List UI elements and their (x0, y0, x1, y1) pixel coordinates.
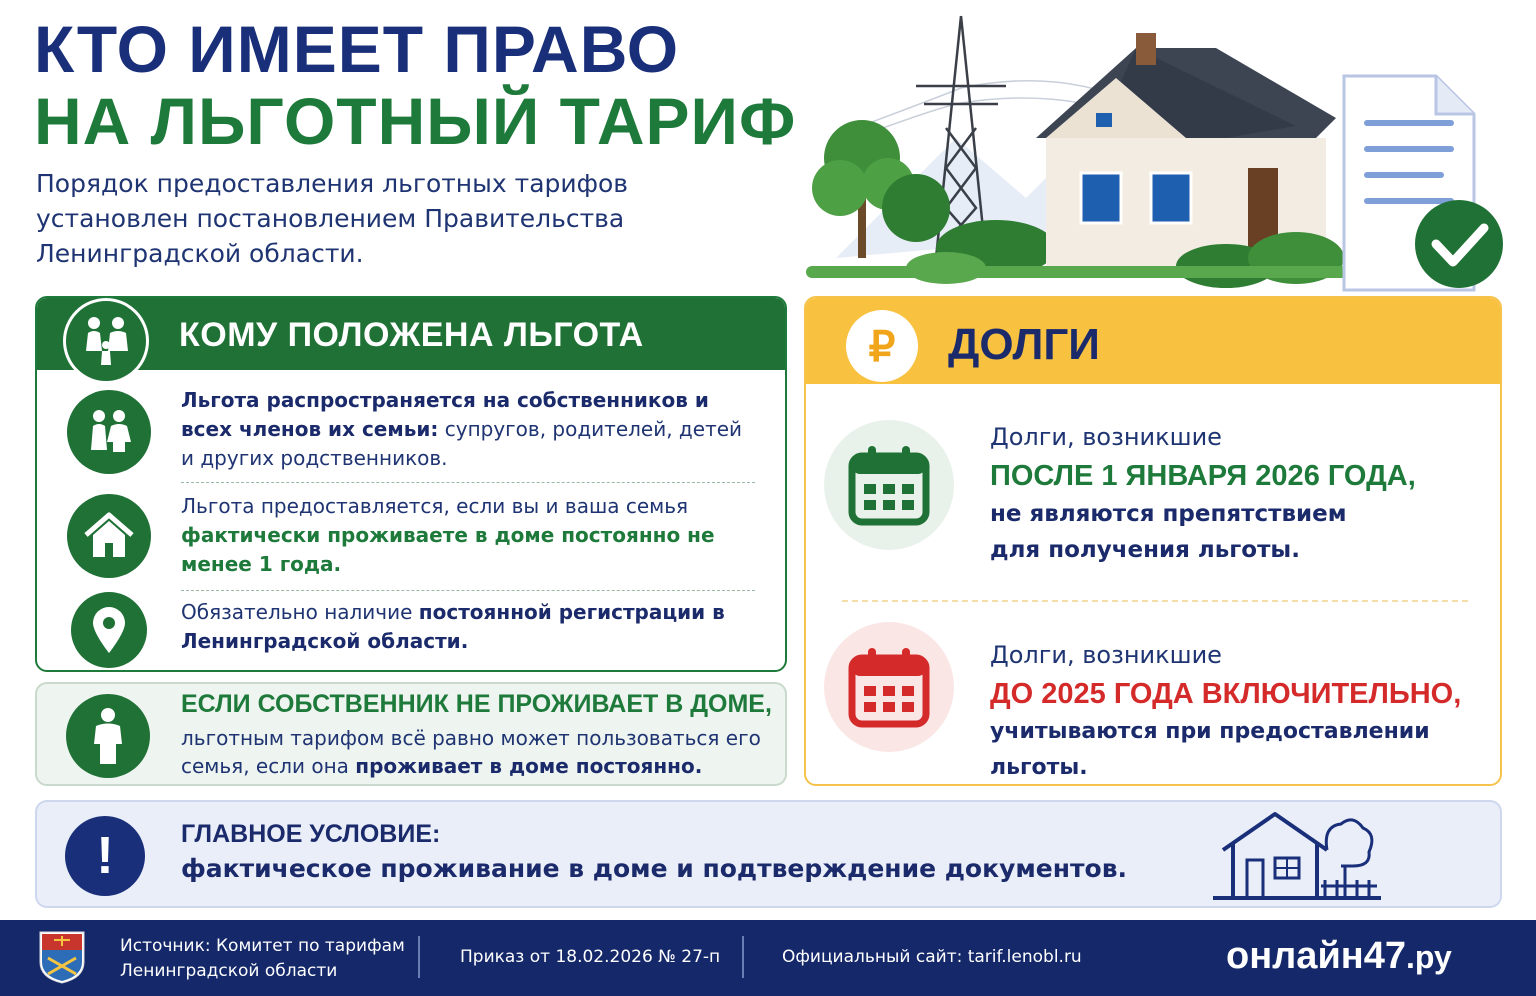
debt-before-line3: учитываются при предоставлении льготы. (990, 719, 1430, 780)
person-icon (66, 694, 150, 778)
debts-title: ДОЛГИ (948, 320, 1100, 369)
owner-note-panel (35, 682, 787, 786)
eligibility-text-family: Льгота распространяется на собственников и всех членов их семьи: супругов, родителей, детей и других родственников. (181, 388, 743, 470)
divider (842, 600, 1468, 602)
main-condition-heading: ГЛАВНОЕ УСЛОВИЕ: (181, 820, 441, 848)
eligibility-panel (35, 296, 787, 672)
owner-note-heading: ЕСЛИ СОБСТВЕННИК НЕ ПРОЖИВАЕТ В ДОМЕ, (181, 690, 772, 718)
footer-order: Приказ от 18.02.2026 № 27-п (460, 947, 721, 967)
online47-logo[interactable]: онлайн47.ру (1226, 935, 1452, 977)
eligibility-title: КОМУ ПОЛОЖЕНА ЛЬГОТА (179, 316, 644, 354)
home-icon (67, 494, 151, 578)
family-icon (67, 390, 151, 474)
page-subtitle: Порядок предоставления льготных тарифов установлен постановлением Правительства Ленинградской области. (36, 169, 629, 268)
ruble-icon: ₽ (846, 310, 918, 382)
family-header-icon (63, 298, 149, 384)
page-title-line2: НА ЛЬГОТНЫЙ ТАРИФ (34, 84, 797, 158)
debt-before-line1: Долги, возникшие (990, 641, 1222, 669)
main-condition-panel (35, 800, 1502, 908)
exclamation-icon: ! (65, 816, 145, 896)
footer-source: Источник: Комитет по тарифам Ленинградской области (120, 936, 405, 981)
footer (0, 920, 1536, 996)
debts-panel (804, 296, 1502, 786)
eligibility-text-residence: Льгота предоставляется, если вы и ваша семья фактически проживаете в доме постоянно не менее 1 года. (181, 494, 715, 576)
page-title-line1: КТО ИМЕЕТ ПРАВО (34, 12, 680, 86)
divider (181, 482, 755, 483)
footer-separator (742, 936, 744, 978)
eligibility-header (37, 298, 785, 370)
debts-header (806, 298, 1500, 384)
debt-before-highlight: ДО 2025 ГОДА ВКЛЮЧИТЕЛЬНО, (990, 678, 1462, 710)
house-outline-icon (1213, 810, 1383, 902)
footer-separator (418, 936, 420, 978)
divider (181, 590, 755, 591)
footer-site[interactable]: Официальный сайт: tarif.lenobl.ru (782, 947, 1082, 967)
debt-after-line3b: для получения льготы. (990, 537, 1300, 563)
main-condition-text: фактическое проживание в доме и подтверждение документов. (181, 854, 1128, 883)
calendar-red-icon (824, 622, 954, 752)
calendar-green-icon (824, 420, 954, 550)
checkmark-icon (1415, 200, 1503, 288)
debt-before-2025 (990, 636, 1490, 786)
coat-of-arms-icon (38, 930, 86, 984)
house-illustration (796, 8, 1516, 296)
eligibility-text-registration: Обязательно наличие постоянной регистрации в Ленинградской области. (181, 600, 725, 653)
debt-after-2026 (990, 418, 1490, 568)
debt-after-line1: Долги, возникшие (990, 423, 1222, 451)
debt-after-line3a: не являются препятствием (990, 501, 1347, 527)
debt-after-highlight: ПОСЛЕ 1 ЯНВАРЯ 2026 ГОДА, (990, 460, 1416, 492)
owner-note-text: льготным тарифом всё равно может пользоваться его семья, если она проживает в доме постоянно. (181, 726, 761, 778)
location-pin-icon (71, 592, 147, 668)
